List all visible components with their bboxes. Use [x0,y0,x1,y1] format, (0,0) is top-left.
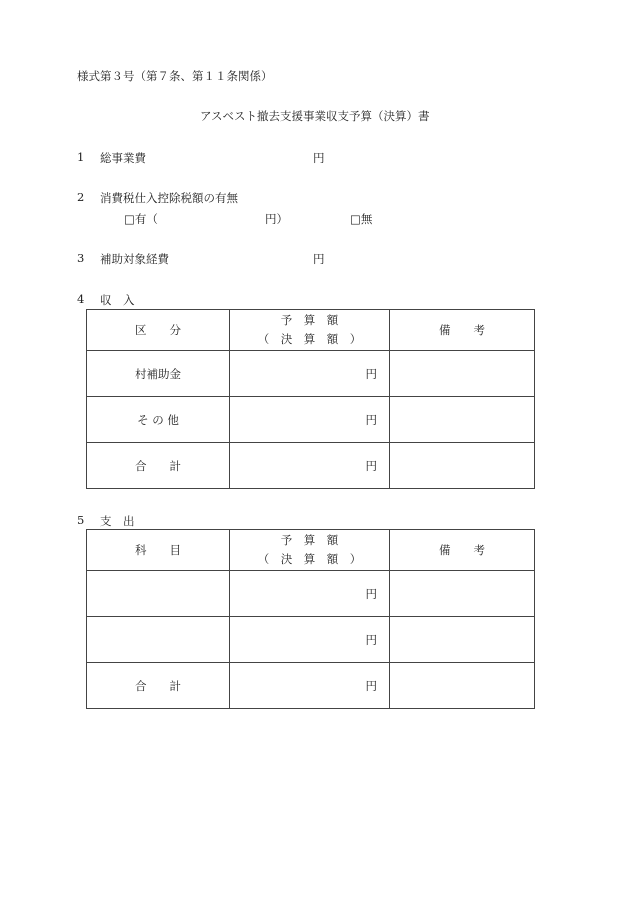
income-total-amount-cell[interactable]: 円 [230,443,390,489]
income-remarks-cell[interactable] [390,397,535,443]
income-header-remarks: 備 考 [390,310,535,351]
item-number-2: 2 [77,190,85,204]
subsidy-target-unit: 円 [313,252,325,266]
expense-total-label: 合 計 [87,663,230,709]
income-category-cell: そ の 他 [87,397,230,443]
income-header-category: 区 分 [87,310,230,351]
income-category-cell: 村補助金 [87,351,230,397]
table-row [87,397,535,443]
document-title: アスベスト撤去支援事業収支予算（決算）書 [200,109,430,123]
income-heading: 収 入 [100,293,135,307]
tax-label: 消費税仕入控除税額の有無 [100,191,238,205]
table-row [87,617,535,663]
table-row [87,571,535,617]
expense-header-category: 科 目 [87,530,230,571]
tax-yes-unit: 円） [265,212,288,226]
income-amount-cell[interactable]: 円 [230,351,390,397]
expense-header-remarks: 備 考 [390,530,535,571]
expense-amount-cell[interactable]: 円 [230,617,390,663]
expense-remarks-cell[interactable] [390,571,535,617]
expense-header-budget-line1: 予 算 額 [280,533,339,547]
expense-remarks-cell[interactable] [390,663,535,709]
item-number-1: 1 [77,150,85,164]
item-number-3: 3 [77,251,85,265]
expense-category-cell[interactable] [87,571,230,617]
expense-category-cell[interactable] [87,617,230,663]
income-number: 4 [77,292,85,306]
expense-amount-cell[interactable]: 円 [230,571,390,617]
income-amount-cell[interactable]: 円 [230,397,390,443]
income-total-label: 合 計 [87,443,230,489]
expense-table [86,529,535,709]
table-row [87,663,535,709]
form-number: 様式第３号（第７条、第１１条関係） [77,69,273,83]
income-remarks-cell[interactable] [390,351,535,397]
total-cost-label: 総事業費 [100,151,146,165]
income-header-budget-line2: （ 決 算 額 ） [257,332,362,346]
total-cost-unit: 円 [313,151,325,165]
expense-header-row [87,530,535,571]
expense-header-budget [230,530,390,571]
subsidy-target-label: 補助対象経費 [100,252,169,266]
expense-header-budget-line2: （ 決 算 額 ） [257,552,362,566]
expense-heading: 支 出 [100,514,135,528]
income-remarks-cell[interactable] [390,443,535,489]
expense-total-amount-cell[interactable]: 円 [230,663,390,709]
tax-no-checkbox[interactable]: □無 [350,212,373,226]
income-header-row [87,310,535,351]
tax-yes-checkbox[interactable]: □有（ [124,212,158,226]
income-header-budget-line1: 予 算 額 [280,313,339,327]
income-table [86,309,535,489]
table-row [87,351,535,397]
table-row [87,443,535,489]
income-header-budget [230,310,390,351]
expense-remarks-cell[interactable] [390,617,535,663]
expense-number: 5 [77,513,85,527]
